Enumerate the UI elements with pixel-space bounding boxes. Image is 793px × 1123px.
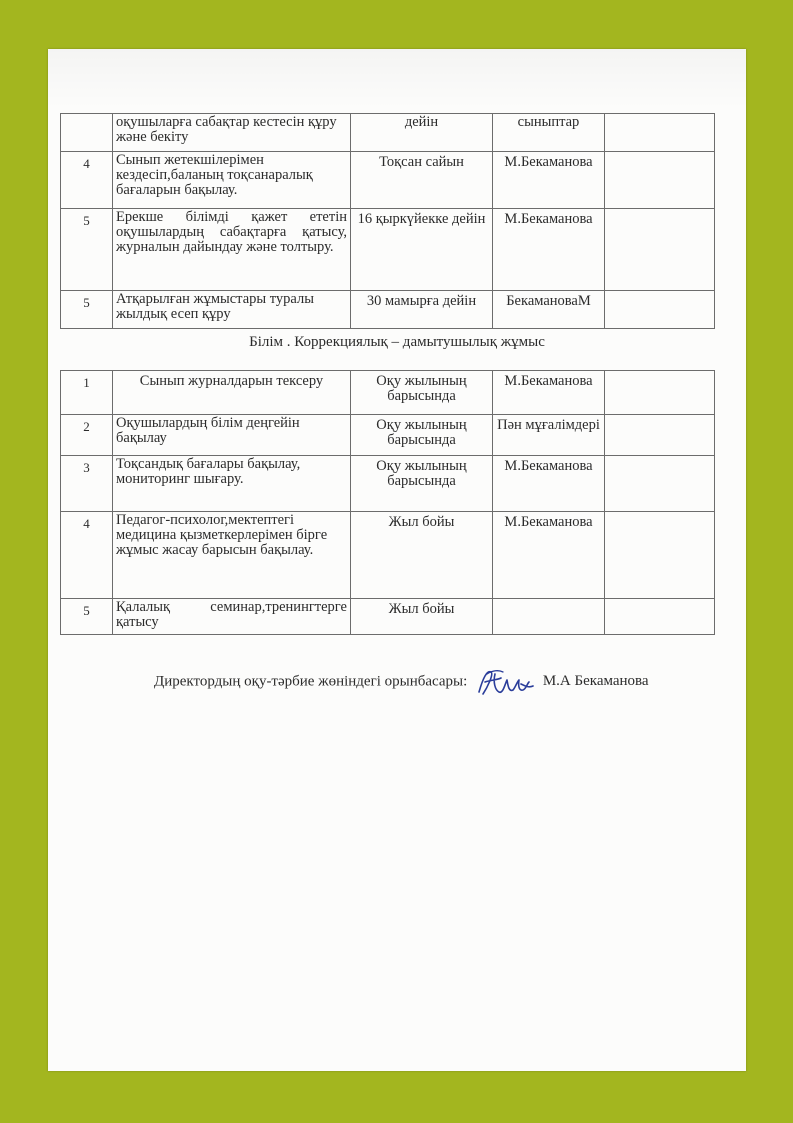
table-row bbox=[61, 209, 715, 291]
section-title: Білім . Коррекциялық – дамытушылық жұмыс bbox=[249, 334, 545, 350]
signer-name: М.А Бекаманова bbox=[542, 673, 649, 690]
table-row bbox=[61, 456, 715, 512]
responsible-cell: М.Бекаманова bbox=[493, 512, 605, 599]
note-cell bbox=[605, 371, 715, 415]
note-cell bbox=[605, 291, 715, 329]
note-cell bbox=[605, 209, 715, 291]
note-cell bbox=[605, 512, 715, 599]
task-cell: Тоқсандық бағалары бақылау, мониторинг шығару. bbox=[113, 456, 351, 512]
note-cell bbox=[605, 456, 715, 512]
responsible-cell: Пән мұғалімдері bbox=[493, 415, 605, 456]
note-cell bbox=[605, 599, 715, 635]
row-number: 5 bbox=[61, 209, 113, 291]
row-number: 5 bbox=[61, 599, 113, 635]
deadline-cell: Оқу жылының барысында bbox=[351, 415, 493, 456]
table-row bbox=[61, 512, 715, 599]
note-cell bbox=[605, 114, 715, 152]
table-row bbox=[61, 114, 715, 152]
deadline-cell: Жыл бойы bbox=[351, 599, 493, 635]
deadline-cell: Тоқсан сайын bbox=[351, 152, 493, 209]
signature-line bbox=[154, 664, 649, 700]
table-row bbox=[61, 599, 715, 635]
task-cell: Оқушылардың білім деңгейін бақылау bbox=[113, 415, 351, 456]
deadline-cell: Жыл бойы bbox=[351, 512, 493, 599]
responsible-cell: М.Бекаманова bbox=[493, 152, 605, 209]
task-cell: Атқарылған жұмыстары туралы жылдық есеп құру bbox=[113, 291, 351, 329]
table-row bbox=[61, 291, 715, 329]
responsible-cell: М.Бекаманова bbox=[493, 371, 605, 415]
signer-role: Директордың оқу-тәрбие жөніндегі орынбасары: bbox=[154, 673, 468, 690]
task-cell: Сынып жетекшілерімен кездесіп,баланың тоқсанаралық бағаларын бақылау. bbox=[113, 152, 351, 209]
task-cell: Ерекше білімді қажет ететін оқушылардың сабақтарға қатысу, журналын дайындау және толтыру. bbox=[113, 209, 351, 291]
note-cell bbox=[605, 152, 715, 209]
table-row bbox=[61, 152, 715, 209]
task-cell: Педагог-психолог,мектептегі медицина қызметкерлерімен бірге жұмыс жасау барысын бақылау. bbox=[113, 512, 351, 599]
deadline-cell: 30 мамырға дейін bbox=[351, 291, 493, 329]
document-page bbox=[48, 49, 746, 1071]
task-cell: Сынып журналдарын тексеру bbox=[113, 371, 351, 415]
plan-table-top bbox=[60, 113, 715, 329]
responsible-cell: сыныптар bbox=[493, 114, 605, 152]
responsible-cell: БекамановаМ bbox=[493, 291, 605, 329]
table-row bbox=[61, 371, 715, 415]
responsible-cell bbox=[493, 599, 605, 635]
row-number: 1 bbox=[61, 371, 113, 415]
task-cell: оқушыларға сабақтар кестесін құру және бекіту bbox=[113, 114, 351, 152]
row-number: 3 bbox=[61, 456, 113, 512]
deadline-cell: дейін bbox=[351, 114, 493, 152]
row-number: 4 bbox=[61, 512, 113, 599]
responsible-cell: М.Бекаманова bbox=[493, 209, 605, 291]
deadline-cell: 16 қыркүйекке дейін bbox=[351, 209, 493, 291]
table-row bbox=[61, 415, 715, 456]
handwritten-signature-icon bbox=[473, 664, 535, 700]
row-number: 4 bbox=[61, 152, 113, 209]
note-cell bbox=[605, 415, 715, 456]
plan-table-bottom bbox=[60, 370, 715, 635]
row-number bbox=[61, 114, 113, 152]
row-number: 5 bbox=[61, 291, 113, 329]
row-number: 2 bbox=[61, 415, 113, 456]
responsible-cell: М.Бекаманова bbox=[493, 456, 605, 512]
deadline-cell: Оқу жылының барысында bbox=[351, 371, 493, 415]
task-cell: Қалалық семинар,тренингтерге қатысу bbox=[113, 599, 351, 635]
deadline-cell: Оқу жылының барысында bbox=[351, 456, 493, 512]
